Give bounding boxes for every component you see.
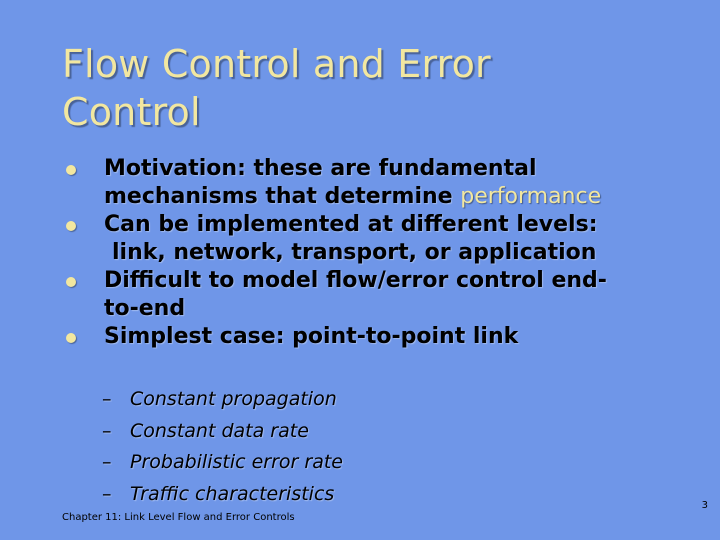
bullet-text-line: Difficult to model flow/error control end- bbox=[104, 268, 607, 293]
sub-bullet-item bbox=[102, 447, 622, 479]
bullet-text-line bbox=[104, 183, 682, 211]
sub-bullet-item bbox=[102, 416, 622, 448]
highlighted-word: performance bbox=[460, 184, 602, 209]
sub-bullet-text: Probabilistic error rate bbox=[130, 451, 343, 473]
bullet-text-line: to-end bbox=[104, 296, 186, 321]
dash-icon: – bbox=[102, 482, 112, 505]
bullet-dot-icon bbox=[66, 277, 76, 287]
dash-icon: – bbox=[102, 419, 112, 442]
bullet-dot-icon bbox=[66, 221, 76, 231]
bullet-list bbox=[62, 155, 682, 351]
sub-bullet-text: Constant data rate bbox=[130, 419, 309, 442]
page-number: 3 bbox=[701, 500, 708, 511]
bullet-item bbox=[62, 323, 682, 351]
sub-bullet-list bbox=[102, 384, 622, 510]
title-line-1: Flow Control and Error bbox=[62, 42, 491, 86]
title-line-2: Control bbox=[62, 90, 201, 134]
slide-footer: Chapter 11: Link Level Flow and Error Controls bbox=[62, 512, 295, 523]
dash-icon: – bbox=[102, 388, 112, 410]
bullet-item bbox=[62, 155, 682, 211]
sub-bullet-text: Constant propagation bbox=[130, 388, 337, 410]
bullet-item bbox=[62, 267, 682, 323]
bullet-text-line: Motivation: these are fundamental bbox=[104, 156, 537, 181]
bullet-dot-icon bbox=[66, 333, 76, 343]
bullet-dot-icon bbox=[66, 165, 76, 175]
bullet-item bbox=[62, 211, 682, 267]
bullet-text-segment: mechanisms that determine bbox=[104, 184, 461, 209]
bullet-text-line: link, network, transport, or application bbox=[112, 240, 597, 265]
sub-bullet-item bbox=[102, 384, 622, 416]
bullet-text-line: Can be implemented at different levels: bbox=[104, 212, 598, 237]
sub-bullet-text: Traffic characteristics bbox=[130, 482, 335, 505]
sub-bullet-item bbox=[102, 479, 622, 511]
bullet-text-line: Simplest case: point-to-point link bbox=[104, 324, 519, 349]
dash-icon: – bbox=[102, 451, 112, 473]
slide-title bbox=[62, 40, 682, 136]
